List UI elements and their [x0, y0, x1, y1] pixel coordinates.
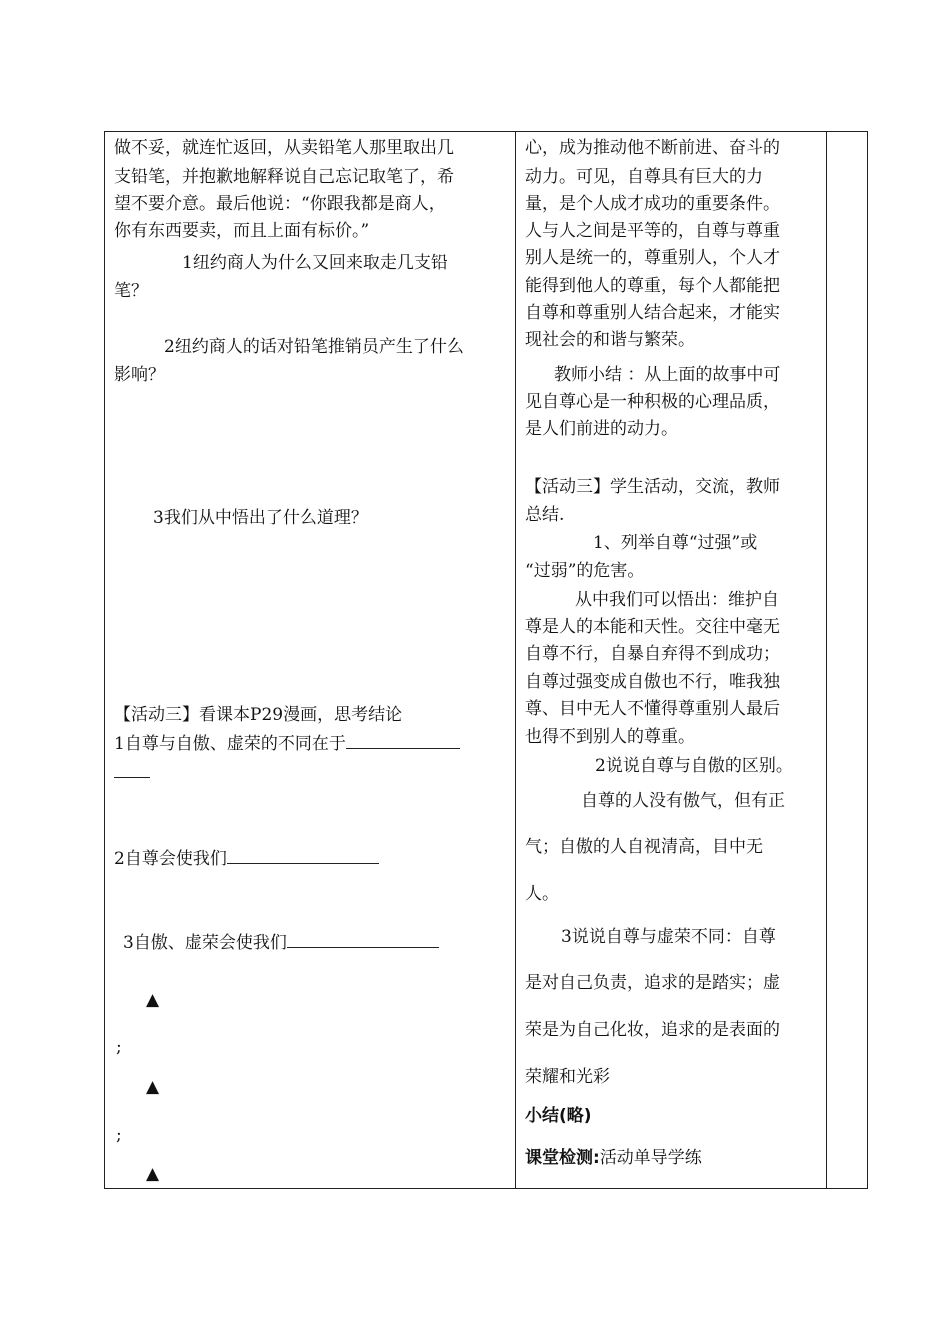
- text-line: 是人们前进的动力。: [525, 419, 678, 439]
- list-item: 1、列举自尊“过强”或: [593, 533, 758, 553]
- classroom-check: [525, 1145, 702, 1171]
- blank-2: [114, 846, 379, 872]
- answer-line: [227, 846, 379, 864]
- answer-line: [287, 930, 439, 948]
- teacher-summary: 教师小结 ：从上面的故事中可: [554, 365, 781, 385]
- summary-label: 小结(略): [525, 1106, 592, 1126]
- check-label: 课堂检测:: [525, 1148, 600, 1168]
- answer-line: [346, 731, 460, 749]
- column-divider: [515, 132, 516, 1188]
- column-divider: [826, 132, 827, 1188]
- lesson-table: [104, 131, 868, 1189]
- text-line: 尊是人的本能和天性。交往中毫无: [525, 617, 780, 637]
- text-line: 量，是个人成才成功的重要条件。: [525, 194, 780, 214]
- text-line: 能得到他人的尊重，每个人都能把: [525, 276, 780, 296]
- text-line: 人与人之间是平等的，自尊与尊重: [525, 221, 780, 241]
- story-line: 做不妥，就连忙返回，从卖铅笔人那里取出几: [114, 138, 454, 158]
- text-line: 也得不到别人的尊重。: [525, 727, 695, 747]
- text-line: 荣耀和光彩: [525, 1067, 610, 1087]
- list-item: 3说说自尊与虚荣不同：自尊: [561, 927, 776, 947]
- question-2: 2纽约商人的话对铅笔推销员产生了什么: [164, 337, 464, 357]
- text-line: 自尊和尊重别人结合起来，才能实: [525, 303, 780, 323]
- text-line: 荣是为自己化妆，追求的是表面的: [525, 1020, 780, 1040]
- text-line: 动力。可见，自尊具有巨大的力: [525, 167, 763, 187]
- blank-3-label: 3自傲、虚荣会使我们: [123, 933, 287, 953]
- question-2-cont: 影响？: [114, 365, 165, 385]
- semicolon: ;: [116, 1037, 122, 1057]
- blank-1-cont: [114, 760, 150, 786]
- text-line: 自尊不行，自暴自弃得不到成功；: [525, 644, 780, 664]
- triangle-bullet: ▲: [146, 990, 160, 1010]
- text-line: 是对自己负责，追求的是踏实；虚: [525, 973, 780, 993]
- blank-1-label: 1自尊与自傲、虚荣的不同在于: [114, 734, 346, 754]
- text-line: 自尊的人没有傲气，但有正: [581, 791, 785, 811]
- list-item: 2说说自尊与自傲的区别。: [595, 756, 793, 776]
- blank-3: [123, 930, 439, 956]
- check-text: 活动单导学练: [599, 1148, 702, 1168]
- question-1-cont: 笔？: [114, 281, 148, 301]
- text-line: 人。: [525, 884, 559, 904]
- activity3-heading: 【活动三】学生活动，交流，教师: [525, 477, 780, 497]
- text-line: 心，成为推动他不断前进、奋斗的: [525, 138, 780, 158]
- semicolon: ;: [116, 1125, 122, 1145]
- story-line: 望不要介意。最后他说：“你跟我都是商人，: [114, 194, 446, 214]
- blank-2-label: 2自尊会使我们: [114, 849, 227, 869]
- text-line: “过弱”的危害。: [525, 561, 645, 581]
- triangle-bullet: ▲: [146, 1077, 160, 1097]
- question-1: 1纽约商人为什么又回来取走几支铅: [182, 253, 448, 273]
- text-line: 见自尊心是一种积极的心理品质，: [525, 392, 780, 412]
- blank-1: [114, 731, 460, 757]
- summary-heading: [525, 1103, 592, 1129]
- activity3-heading-cont: 总结.: [525, 505, 565, 525]
- text-line: 从中我们可以悟出：维护自: [575, 590, 779, 610]
- triangle-bullet: ▲: [146, 1164, 160, 1184]
- text-line: 尊、目中无人不懂得尊重别人最后: [525, 699, 780, 719]
- text-line: 自尊过强变成自傲也不行，唯我独: [525, 672, 780, 692]
- answer-line: [114, 760, 150, 778]
- text-line: 气；自傲的人自视清高，目中无: [525, 837, 763, 857]
- story-line: 你有东西要卖，而且上面有标价。”: [114, 221, 370, 241]
- activity3-title: 【活动三】看课本P29漫画，思考结论: [114, 705, 403, 725]
- question-3: 3我们从中悟出了什么道理？: [153, 508, 368, 528]
- text-line: 别人是统一的，尊重别人，个人才: [525, 248, 780, 268]
- story-line: 支铅笔，并抱歉地解释说自己忘记取笔了，希: [114, 167, 454, 187]
- text-line: 现社会的和谐与繁荣。: [525, 330, 695, 350]
